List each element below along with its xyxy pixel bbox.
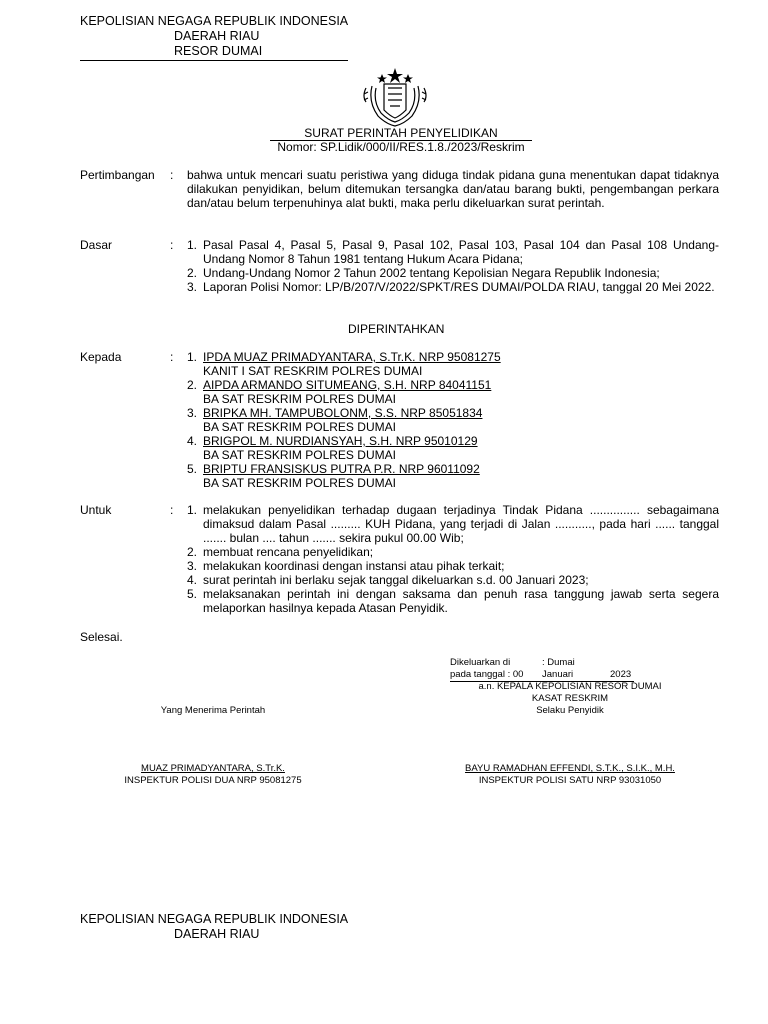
issued-an: a.n. KEPALA KEPOLISIAN RESOR DUMAI [478,681,662,692]
letterhead [80,14,348,61]
untuk-item-number: 3. [187,559,198,573]
untuk-item [187,573,719,587]
signer-name: BAYU RAMADHAN EFFENDI, S.T.K., S.I.K., M.H. [465,763,675,774]
kepada-item [187,462,719,490]
untuk-item [187,587,719,615]
kepada-item [187,406,719,434]
kepada-item-name: AIPDA ARMANDO SITUMEANG, S.H. NRP 84041151 [203,378,492,392]
issued-role: Selaku Penyidik [536,705,604,716]
kepada-item [187,350,719,378]
untuk-item-text: melakukan penyelidikan terhadap dugaan terjadinya Tindak Pidana ............... sebagaimana dimaksud dalam Pasal ......... KUH Pidana, yang terjadi di Jalan ..........., pada hari ...... tanggal ....... bulan .... tahun ....... sekira pukul 00.00 Wib; [203,503,719,545]
untuk-list [187,503,719,615]
document-title [270,127,532,154]
recipient-signature [100,763,326,787]
dasar-item-text: Undang-Undang Nomor 2 Tahun 2002 tentang Kepolisian Negara Republik Indonesia; [203,266,660,280]
kepada-item-number: 5. [187,462,198,476]
untuk-item-text: melaksanakan perintah ini dengan saksama dan penuh rasa tanggung jawab serta segera melaporkan hasilnya kepada Atasan Penyidik. [203,587,719,615]
pertimbangan-label: Pertimbangan [80,168,155,182]
dasar-item [187,280,719,294]
kepada-item-role: BA SAT RESKRIM POLRES DUMAI [203,448,396,462]
kepada-label: Kepada [80,350,122,364]
footer-line1: KEPOLISIAN NEGAGA REPUBLIK INDONESIA [80,912,349,926]
dasar-item [187,266,719,280]
dasar-colon: : [170,238,174,252]
title-number: Nomor: SP.Lidik/000/II/RES.1.8./2023/Reskrim [277,140,525,154]
issued-date-label: pada tanggal : 00 [450,669,524,680]
recipient-name: MUAZ PRIMADYANTARA, S.Tr.K. [141,763,285,774]
letterhead-rule [80,60,348,61]
dasar-item-number: 3. [187,280,198,294]
kepada-item-name: BRIPKA MH. TAMPUBOLONM, S.S. NRP 85051834 [203,406,483,420]
recipient-heading: Yang Menerima Perintah [160,705,266,716]
kepada-colon: : [170,350,174,364]
title-main: SURAT PERINTAH PENYELIDIKAN [270,127,532,141]
dasar-label: Dasar [80,238,113,252]
untuk-label: Untuk [80,503,112,517]
dasar-item-text: Laporan Polisi Nomor: LP/B/207/V/2022/SPKT/RES DUMAI/POLDA RIAU, tanggal 20 Mei 2022. [203,280,715,294]
kepada-item-role: KANIT I SAT RESKRIM POLRES DUMAI [203,364,423,378]
untuk-item [187,559,719,573]
pertimbangan-colon: : [170,168,174,182]
kepada-item-name: BRIGPOL M. NURDIANSYAH, S.H. NRP 95010129 [203,434,478,448]
untuk-item [187,545,719,559]
untuk-item-number: 5. [187,587,198,601]
untuk-item-number: 4. [187,573,198,587]
kepada-item-name: IPDA MUAZ PRIMADYANTARA, S.Tr.K. NRP 95081275 [203,350,501,364]
dasar-item-text: Pasal Pasal 4, Pasal 5, Pasal 9, Pasal 102, Pasal 103, Pasal 104 dan Pasal 108 Undang-Undang Nomor 8 Tahun 1981 tentang Hukum Acara Pidana; [203,238,719,266]
untuk-item-number: 2. [187,545,198,559]
signer-rank: INSPEKTUR POLISI SATU NRP 93031050 [478,775,662,786]
issued-position: KASAT RESKRIM [531,693,609,704]
kepada-list [187,350,719,490]
dasar-item [187,238,719,266]
issued-date-year: 2023 [610,669,632,680]
dasar-item-number: 1. [187,238,198,252]
letterhead-line1: KEPOLISIAN NEGAGA REPUBLIK INDONESIA [80,14,349,28]
issued-place-value: : Dumai [542,657,575,668]
letterhead-line3: RESOR DUMAI [174,44,263,58]
untuk-item-text: melakukan koordinasi dengan instansi atau pihak terkait; [203,559,505,573]
untuk-item-number: 1. [187,503,198,517]
dasar-list [187,238,719,294]
dasar-item-number: 2. [187,266,198,280]
kepada-item-role: BA SAT RESKRIM POLRES DUMAI [203,392,396,406]
recipient-rank: INSPEKTUR POLISI DUA NRP 95081275 [124,775,302,786]
issued-date-month: Januari [542,669,574,680]
kepada-item [187,378,719,406]
issued-place-label: Dikeluarkan di [450,657,511,668]
kepada-item-role: BA SAT RESKRIM POLRES DUMAI [203,476,396,490]
untuk-item-text: membuat rencana penyelidikan; [203,545,374,559]
kepada-item-number: 1. [187,350,198,364]
untuk-colon: : [170,503,174,517]
diperintahkan-heading: DIPERINTAHKAN [348,322,445,336]
kepada-item [187,434,719,462]
untuk-item [187,503,719,545]
kepada-item-role: BA SAT RESKRIM POLRES DUMAI [203,420,396,434]
kepada-item-number: 3. [187,406,198,420]
selesai-text: Selesai. [80,630,123,644]
signer-signature [440,763,700,787]
kepada-item-number: 2. [187,378,198,392]
police-emblem-icon [360,66,430,128]
footer-line2: DAERAH RIAU [174,927,260,941]
footer-letterhead [80,912,348,942]
pertimbangan-text: bahwa untuk mencari suatu peristiwa yang diduga tindak pidana guna menentukan dapat tidaknya dilakukan penyidikan, belum ditemukan tersangka dan/atau barang bukti, pengembangan perkara dan/atau belum terpenuhinya alat bukti, maka perlu dikeluarkan surat perintah. [187,168,719,210]
kepada-item-number: 4. [187,434,198,448]
kepada-item-name: BRIPTU FRANSISKUS PUTRA P.R. NRP 96011092 [203,462,480,476]
letterhead-line2: DAERAH RIAU [174,29,260,43]
untuk-item-text: surat perintah ini berlaku sejak tanggal dikeluarkan s.d. 00 Januari 2023; [203,573,589,587]
